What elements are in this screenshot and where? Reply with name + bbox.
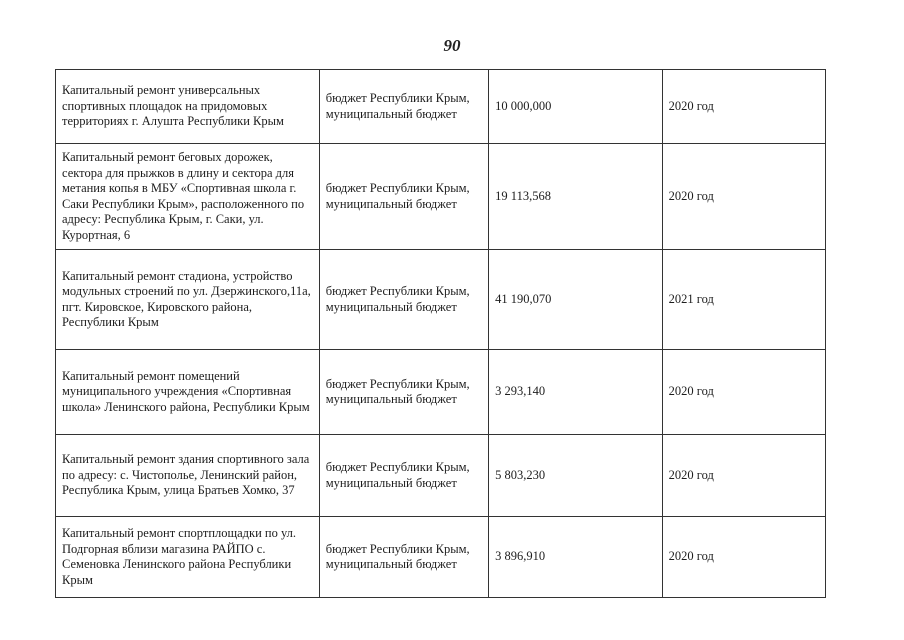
table-row bbox=[56, 250, 826, 350]
project-name-cell: Капитальный ремонт стадиона, устройство модульных строений по ул. Дзержинского,11а, пгт. Кировское, Кировского района, Республики Крым bbox=[56, 250, 320, 350]
year-cell: 2020 год bbox=[662, 144, 825, 250]
funding-source-cell: бюджет Республики Крым, муниципальный бюджет bbox=[319, 144, 488, 250]
amount-cell: 5 803,230 bbox=[489, 435, 662, 517]
project-name-cell: Капитальный ремонт здания спортивного зала по адресу: с. Чистополье, Ленинский район, Республика Крым, улица Братьев Хомко, 37 bbox=[56, 435, 320, 517]
year-cell: 2020 год bbox=[662, 517, 825, 598]
project-name-cell: Капитальный ремонт помещений муниципального учреждения «Спортивная школа» Ленинского района, Республики Крым bbox=[56, 350, 320, 435]
year-cell: 2020 год bbox=[662, 435, 825, 517]
table-row bbox=[56, 144, 826, 250]
year-cell: 2021 год bbox=[662, 250, 825, 350]
amount-cell: 41 190,070 bbox=[489, 250, 662, 350]
funding-source-cell: бюджет Республики Крым, муниципальный бюджет bbox=[319, 250, 488, 350]
table-row bbox=[56, 517, 826, 598]
year-cell: 2020 год bbox=[662, 70, 825, 144]
funding-source-cell: бюджет Республики Крым, муниципальный бюджет bbox=[319, 435, 488, 517]
page-number: 90 bbox=[443, 36, 461, 55]
table-row bbox=[56, 70, 826, 144]
funding-source-cell: бюджет Республики Крым, муниципальный бюджет bbox=[319, 517, 488, 598]
funding-source-cell: бюджет Республики Крым, муниципальный бюджет bbox=[319, 350, 488, 435]
amount-cell: 10 000,000 bbox=[489, 70, 662, 144]
project-name-cell: Капитальный ремонт беговых дорожек, сектора для прыжков в длину и сектора для метания копья в МБУ «Спортивная школа г. Саки Республики Крым», расположенного по адресу: Республика Крым, г. Саки, ул. Курортная, 6 bbox=[56, 144, 320, 250]
amount-cell: 3 896,910 bbox=[489, 517, 662, 598]
year-cell: 2020 год bbox=[662, 350, 825, 435]
amount-cell: 19 113,568 bbox=[489, 144, 662, 250]
table-row bbox=[56, 435, 826, 517]
funding-source-cell: бюджет Республики Крым, муниципальный бюджет bbox=[319, 70, 488, 144]
funding-table bbox=[55, 69, 826, 598]
table-row bbox=[56, 350, 826, 435]
project-name-cell: Капитальный ремонт универсальных спортивных площадок на придомовых территориях г. Алушта Республики Крым bbox=[56, 70, 320, 144]
amount-cell: 3 293,140 bbox=[489, 350, 662, 435]
project-name-cell: Капитальный ремонт спортплощадки по ул. Подгорная вблизи магазина РАЙПО с. Семеновка Ленинского района Республики Крым bbox=[56, 517, 320, 598]
